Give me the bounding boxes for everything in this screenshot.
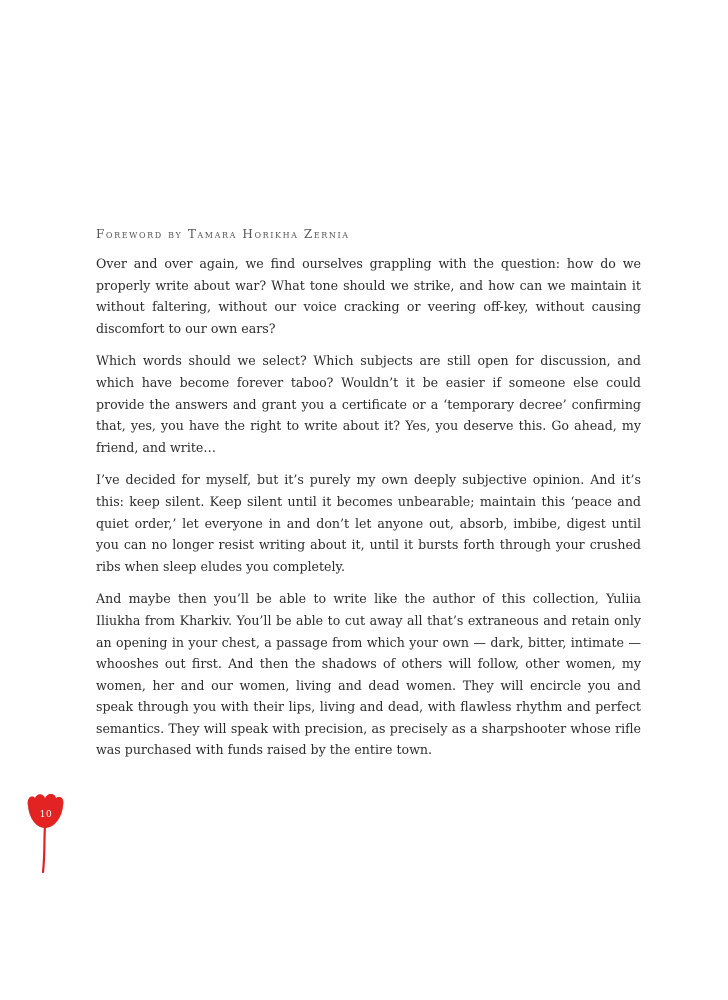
page-number: 10 [39,810,53,820]
foreword-body [96,253,641,772]
paragraph-4: And maybe then you’ll be able to write like the author of this collection, Yuliia Iliukha from Kharkiv. You’ll be able to cut away all that’s extraneous and retain only an opening in your chest, a passage from which your own — dark, bitter, intimate — whooshes out first. And then the shadows of others will follow, other women, my women, her and our women, living and dead women. They will encircle you and speak through you with their lips, living and dead, with flawless rhythm and perfect semantics. They will speak with precision, as precisely as a sharpshooter whose rifle was purchased with funds raised by the entire town. [96,591,641,758]
page-folio [24,792,68,874]
paragraph-1: Over and over again, we find ourselves grappling with the question: how do we properly write about war? What tone should we strike, and how can we maintain it without faltering, without our voice cracking or veering off-key, without causing discomfort to our own ears? [96,256,641,336]
foreword-heading: Foreword by Tamara Horikha Zernia [96,227,350,241]
red-tulip-icon [24,792,68,874]
paragraph-3: I’ve decided for myself, but it’s purely my own deeply subjective opinion. And it’s this: keep silent. Keep silent until it becomes unbearable; maintain this ‘peace and quiet order,’ let everyone in and don’t let anyone out, absorb, imbibe, digest until you can no longer resist writing about it, until it bursts forth through your crushed ribs when sleep eludes you completely. [96,472,641,574]
paragraph-2: Which words should we select? Which subjects are still open for discussion, and which have become forever taboo? Wouldn’t it be easier if someone else could provide the answers and grant you a certificate or a ‘temporary decree’ confirming that, yes, you have the right to write about it? Yes, you deserve this. Go ahead, my friend, and write… [96,353,641,455]
